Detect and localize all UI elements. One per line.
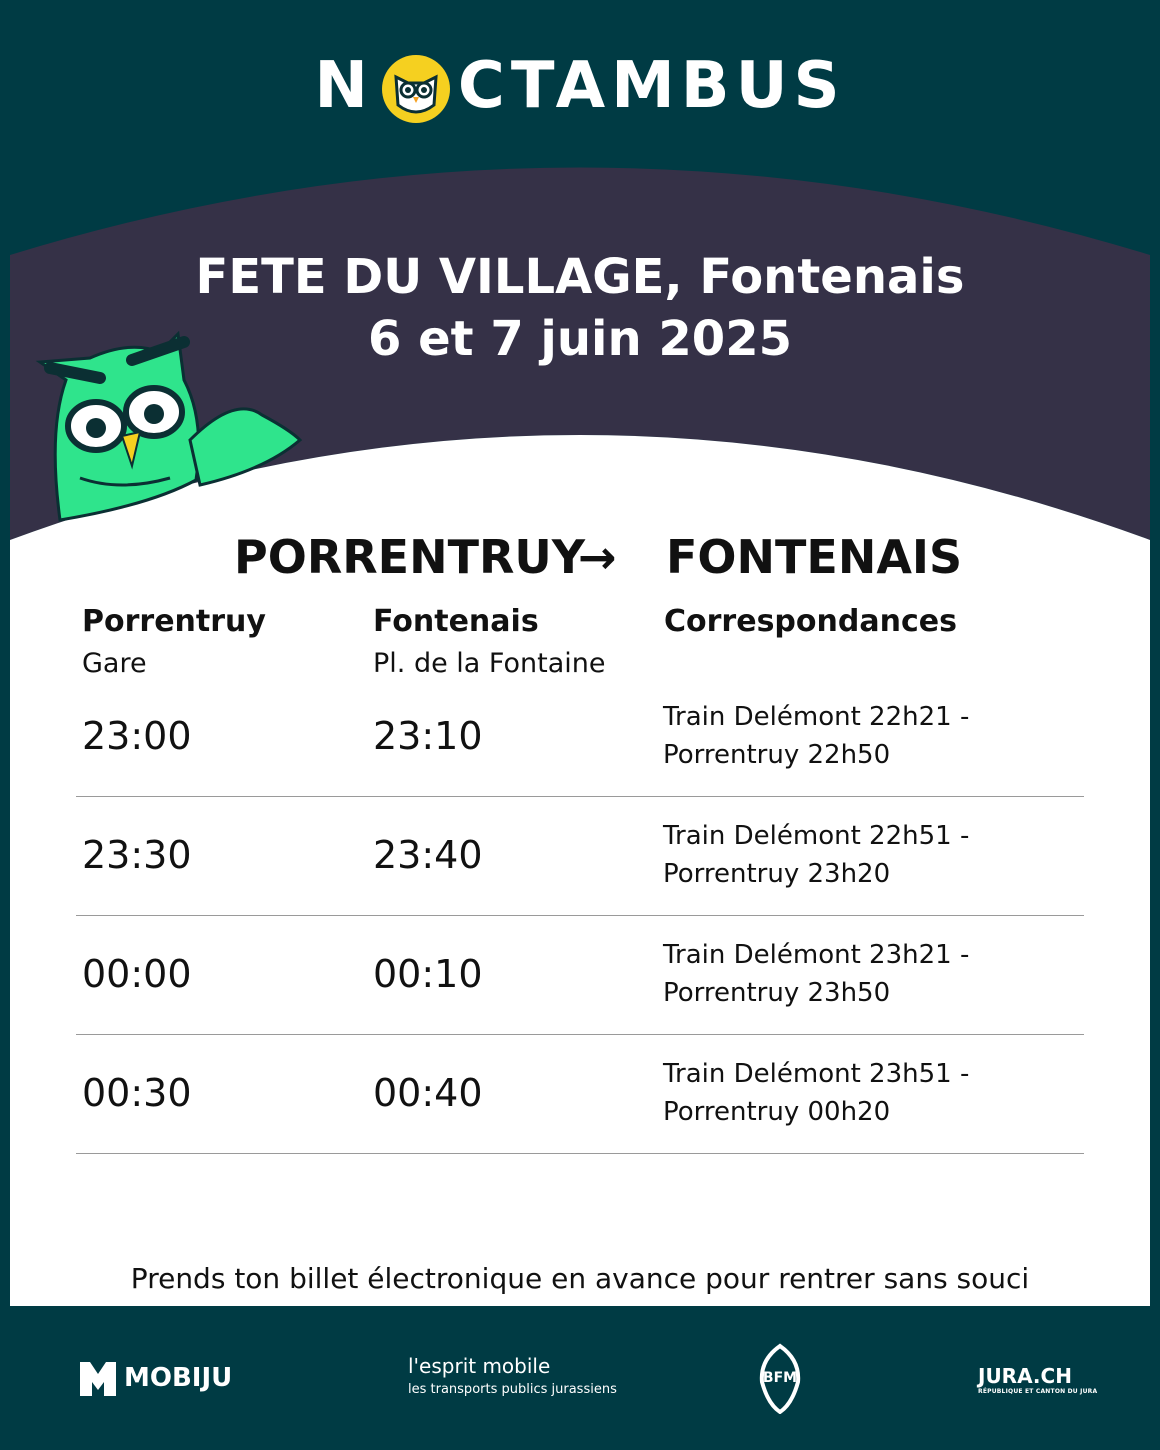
mobiju-text: MOBIJU [124, 1363, 233, 1393]
connection-info [663, 817, 969, 893]
schedule-row [76, 797, 1084, 916]
column-sub-gare: Gare [82, 648, 147, 679]
departure-time: 23:00 [82, 714, 192, 758]
ticket-note: Prends ton billet électronique en avance pour rentrer sans souci [130, 1262, 1030, 1295]
column-heading-fontenais: Fontenais [373, 604, 539, 639]
connection-line2: Porrentruy 23h50 [663, 978, 891, 1008]
event-title [0, 246, 1160, 370]
connection-line1: Train Delémont 23h21 - [663, 940, 970, 970]
connection-line1: Train Delémont 23h51 - [663, 1059, 970, 1089]
connection-info [663, 698, 969, 774]
logo-text-rest: CTAMBUS [457, 49, 846, 123]
route-from: PORRENTRUY [234, 530, 586, 584]
event-title-line1: FETE DU VILLAGE, Fontenais [195, 249, 965, 305]
route-heading [0, 530, 1160, 590]
connection-info [663, 936, 969, 1012]
departure-time: 00:30 [82, 1071, 192, 1115]
mobiju-m-icon [78, 1358, 118, 1398]
jura-text: JURA.CH [978, 1364, 1072, 1388]
esprit-mobile-logo [408, 1354, 617, 1402]
esprit-mobile-text: l'esprit mobile [408, 1354, 551, 1378]
schedule-row [76, 916, 1084, 1035]
route-to: FONTENAIS [666, 530, 963, 584]
owl-logo-icon [380, 53, 452, 125]
connection-line2: Porrentruy 23h20 [663, 859, 891, 889]
arrival-time: 00:10 [373, 952, 483, 996]
jura-logo [978, 1364, 1097, 1395]
route-arrow-icon: → [578, 530, 617, 584]
departure-time: 00:00 [82, 952, 192, 996]
event-title-date: 6 et 7 juin 2025 [368, 311, 792, 367]
partner-logos [0, 1306, 1160, 1450]
arrival-time: 23:40 [373, 833, 483, 877]
connection-line2: Porrentruy 00h20 [663, 1097, 891, 1127]
column-heading-correspondances: Correspondances [664, 604, 957, 639]
arrival-time: 00:40 [373, 1071, 483, 1115]
mobiju-logo [78, 1358, 232, 1398]
jura-subtext: RÉPUBLIQUE ET CANTON DU JURA [978, 1388, 1098, 1395]
connection-line1: Train Delémont 22h21 - [663, 702, 970, 732]
noctambus-logo [0, 48, 1160, 125]
connection-line1: Train Delémont 22h51 - [663, 821, 970, 851]
column-heading-porrentruy: Porrentruy [82, 604, 266, 639]
esprit-mobile-subtext: les transports publics jurassiens [408, 1382, 617, 1397]
connection-info [663, 1055, 969, 1131]
connection-line2: Porrentruy 22h50 [663, 740, 891, 770]
logo-text-n: N [314, 49, 374, 123]
column-sub-fontaine: Pl. de la Fontaine [373, 648, 606, 679]
schedule-row [76, 678, 1084, 797]
bfm-text: BFM [762, 1370, 798, 1386]
bfm-logo [752, 1342, 808, 1414]
arrival-time: 23:10 [373, 714, 483, 758]
schedule-table [76, 678, 1084, 1154]
departure-time: 23:30 [82, 833, 192, 877]
schedule-row [76, 1035, 1084, 1154]
